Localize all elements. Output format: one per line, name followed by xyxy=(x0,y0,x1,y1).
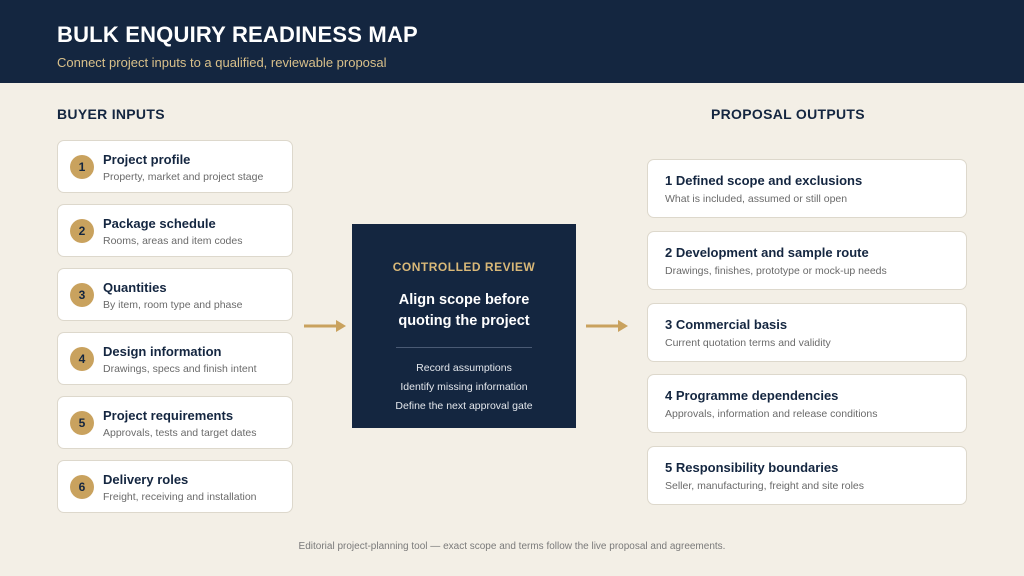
buyer-inputs-heading: BUYER INPUTS xyxy=(57,106,165,122)
output-card-desc: Drawings, finishes, prototype or mock-up needs xyxy=(665,265,887,277)
input-card-package-schedule xyxy=(57,204,293,257)
input-card-project-profile xyxy=(57,140,293,193)
input-card-title: Design information xyxy=(103,344,222,359)
input-card-title: Project profile xyxy=(103,152,191,167)
arrow-right-icon xyxy=(584,318,630,334)
input-card-project-requirements xyxy=(57,396,293,449)
review-label: CONTROLLED REVIEW xyxy=(392,260,536,274)
output-card-desc: What is included, assumed or still open xyxy=(665,193,848,205)
review-divider xyxy=(396,347,532,348)
input-card-title: Quantities xyxy=(103,280,167,295)
output-card-commercial xyxy=(647,303,967,362)
review-item: Record assumptions xyxy=(416,362,512,374)
output-card-scope xyxy=(647,159,967,218)
output-card-title: 1 Defined scope and exclusions xyxy=(665,173,863,188)
page-subtitle: Connect project inputs to a qualified, reviewable proposal xyxy=(57,55,387,70)
input-card-desc: Drawings, specs and finish intent xyxy=(103,363,257,375)
input-card-desc: Rooms, areas and item codes xyxy=(103,235,243,247)
review-headline: Align scope before quoting the project xyxy=(398,292,530,329)
input-card-title: Project requirements xyxy=(103,408,234,423)
input-card-delivery-roles xyxy=(57,460,293,513)
review-item: Identify missing information xyxy=(400,381,528,393)
input-card-desc: Property, market and project stage xyxy=(103,171,264,183)
review-item: Define the next approval gate xyxy=(395,400,533,412)
output-card-programme xyxy=(647,374,967,433)
proposal-outputs-heading: PROPOSAL OUTPUTS xyxy=(711,106,865,122)
input-card-design-information xyxy=(57,332,293,385)
output-card-desc: Seller, manufacturing, freight and site roles xyxy=(665,480,865,492)
output-card-title: 4 Programme dependencies xyxy=(665,388,839,403)
controlled-review-panel xyxy=(352,224,576,428)
output-card-responsibility xyxy=(647,446,967,505)
input-card-title: Delivery roles xyxy=(103,472,189,487)
footer-note: Editorial project-planning tool — exact scope and terms follow the live proposal and agreements. xyxy=(298,541,726,552)
step-badge: 5 xyxy=(70,411,94,435)
output-card-title: 5 Responsibility boundaries xyxy=(665,460,839,475)
header-banner xyxy=(0,0,1024,83)
step-badge: 4 xyxy=(70,347,94,371)
step-badge: 6 xyxy=(70,475,94,499)
input-card-desc: By item, room type and phase xyxy=(103,299,243,311)
output-card-title: 2 Development and sample route xyxy=(665,245,869,260)
input-card-title: Package schedule xyxy=(103,216,216,231)
step-badge: 3 xyxy=(70,283,94,307)
arrow-right-icon xyxy=(302,318,348,334)
output-card-desc: Current quotation terms and validity xyxy=(665,337,831,349)
step-badge: 1 xyxy=(70,155,94,179)
input-card-desc: Approvals, tests and target dates xyxy=(103,427,257,439)
step-badge: 2 xyxy=(70,219,94,243)
output-card-development xyxy=(647,231,967,290)
input-card-quantities xyxy=(57,268,293,321)
output-card-desc: Approvals, information and release conditions xyxy=(665,408,878,420)
page-title: BULK ENQUIRY READINESS MAP xyxy=(57,22,418,47)
input-card-desc: Freight, receiving and installation xyxy=(103,491,257,503)
output-card-title: 3 Commercial basis xyxy=(665,317,788,332)
